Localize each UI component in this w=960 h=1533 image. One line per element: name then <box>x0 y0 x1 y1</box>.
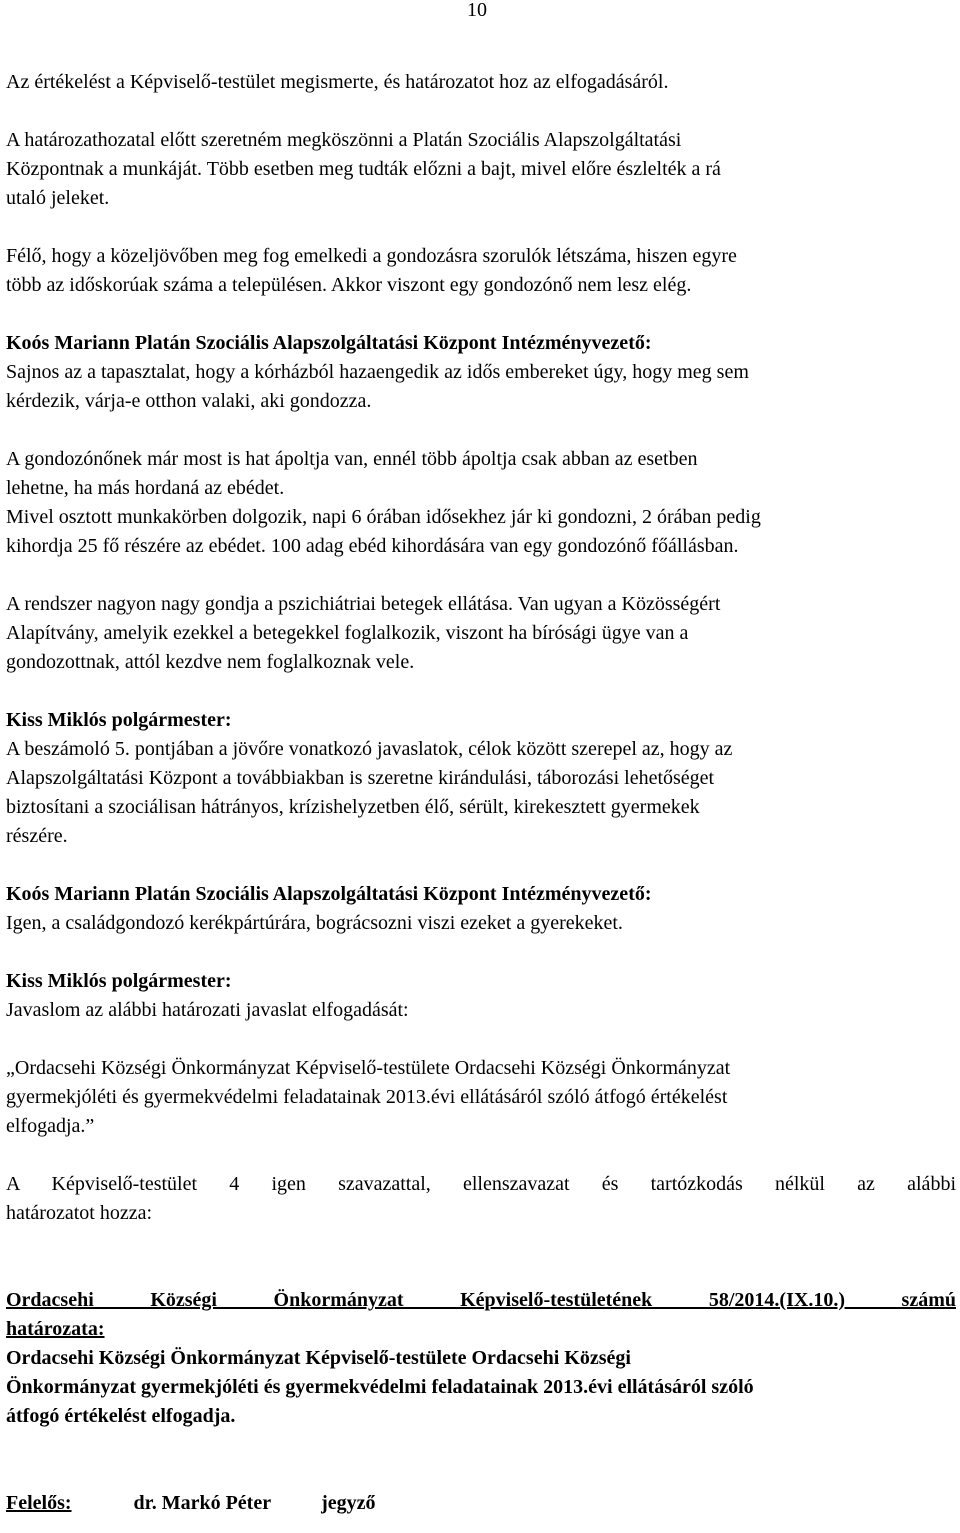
resolution-body: Önkormányzat gyermekjóléti és gyermekvédelmi feladatainak 2013.évi ellátásáról szóló <box>6 1376 754 1398</box>
proposal-line: „Ordacsehi Községi Önkormányzat Képviselő-testülete Ordacsehi Községi Önkormányzat <box>6 1057 731 1079</box>
paragraph-line: A határozathozatal előtt szeretném megköszönni a Platán Szociális Alapszolgáltatási <box>6 129 682 151</box>
proposal-line: gyermekjóléti és gyermekvédelmi feladatainak 2013.évi ellátásáról szóló átfogó értékelést <box>6 1086 728 1108</box>
paragraph-line: Félő, hogy a közeljövőben meg fog emelkedi a gondozásra szorulók létszáma, hiszen egyre <box>6 245 737 267</box>
paragraph-line: gondozottnak, attól kezdve nem foglalkoznak vele. <box>6 651 415 673</box>
resolution-title: határozata: <box>6 1318 105 1340</box>
paragraph-line: Javaslom az alábbi határozati javaslat elfogadását: <box>6 999 409 1021</box>
paragraph: Az értékelést a Képviselő-testület megismerte, és határozatot hoz az elfogadásáról. <box>6 71 669 93</box>
speaker-label: Koós Mariann Platán Szociális Alapszolgáltatási Központ Intézményvezető: <box>6 883 652 905</box>
paragraph-line: Alapítvány, amelyik ezekkel a betegekkel foglalkozik, viszont ha bírósági ügye van a <box>6 622 689 644</box>
paragraph-line: kérdezik, várja-e otthon valaki, aki gondozza. <box>6 390 372 412</box>
paragraph-line: több az időskorúak száma a településen. Akkor viszont egy gondozónő nem lesz elég. <box>6 274 692 296</box>
paragraph-line: A beszámoló 5. pontjában a jövőre vonatkozó javaslatok, célok között szerepel az, hogy az <box>6 738 733 760</box>
paragraph-line: Igen, a családgondozó kerékpártúrára, bográcsozni viszi ezeket a gyerekeket. <box>6 912 623 934</box>
responsible-label: Felelős: <box>6 1492 72 1514</box>
paragraph-line: A gondozónőnek már most is hat ápoltja van, ennél több ápoltja csak abban az esetben <box>6 448 698 470</box>
speaker-label: Koós Mariann Platán Szociális Alapszolgáltatási Központ Intézményvezető: <box>6 332 652 354</box>
paragraph-line: Mivel osztott munkakörben dolgozik, napi 6 órában idősekhez jár ki gondozni, 2 órában pedig <box>6 506 761 528</box>
document-body <box>6 68 956 1518</box>
paragraph-line: A rendszer nagyon nagy gondja a pszichiátriai betegek ellátása. Van ugyan a Közösségért <box>6 593 721 615</box>
paragraph-line: biztosítani a szociálisan hátrányos, krízishelyzetben élő, sérült, kirekesztett gyermekek <box>6 796 700 818</box>
resolution-body: Ordacsehi Községi Önkormányzat Képviselő-testülete Ordacsehi Községi <box>6 1347 631 1369</box>
proposal-line: elfogadja.” <box>6 1115 95 1137</box>
page-number: 10 <box>467 0 487 21</box>
responsible-name: dr. Markó Péter <box>133 1492 272 1514</box>
responsible-row <box>6 1489 956 1518</box>
paragraph-line: utaló jeleket. <box>6 187 110 209</box>
paragraph-line: Központnak a munkáját. Több esetben meg tudták előzni a bajt, mivel előre észlelték a rá <box>6 158 721 180</box>
paragraph-line: Sajnos az a tapasztalat, hogy a kórházból hazaengedik az idős embereket úgy, hogy meg sem <box>6 361 749 383</box>
responsible-role: jegyző <box>321 1492 376 1514</box>
vote-line: határozatot hozza: <box>6 1202 153 1224</box>
vote-line: A Képviselő-testület 4 igen szavazattal, ellenszavazat és tartózkodás nélkül az alábbi <box>6 1173 956 1195</box>
paragraph-line: lehetne, ha más hordaná az ebédet. <box>6 477 285 499</box>
speaker-label: Kiss Miklós polgármester: <box>6 709 232 731</box>
paragraph-line: Alapszolgáltatási Központ a továbbiakban is szeretne kirándulási, táborozási lehetőséget <box>6 767 715 789</box>
paragraph-line: kihordja 25 fő részére az ebédet. 100 adag ebéd kihordására van egy gondozónő főállásban. <box>6 535 739 557</box>
paragraph-line: részére. <box>6 825 68 847</box>
resolution-body: átfogó értékelést elfogadja. <box>6 1405 236 1427</box>
speaker-label: Kiss Miklós polgármester: <box>6 970 232 992</box>
resolution-title: Ordacsehi Községi Önkormányzat Képviselő-testületének 58/2014.(IX.10.) számú <box>6 1289 956 1311</box>
